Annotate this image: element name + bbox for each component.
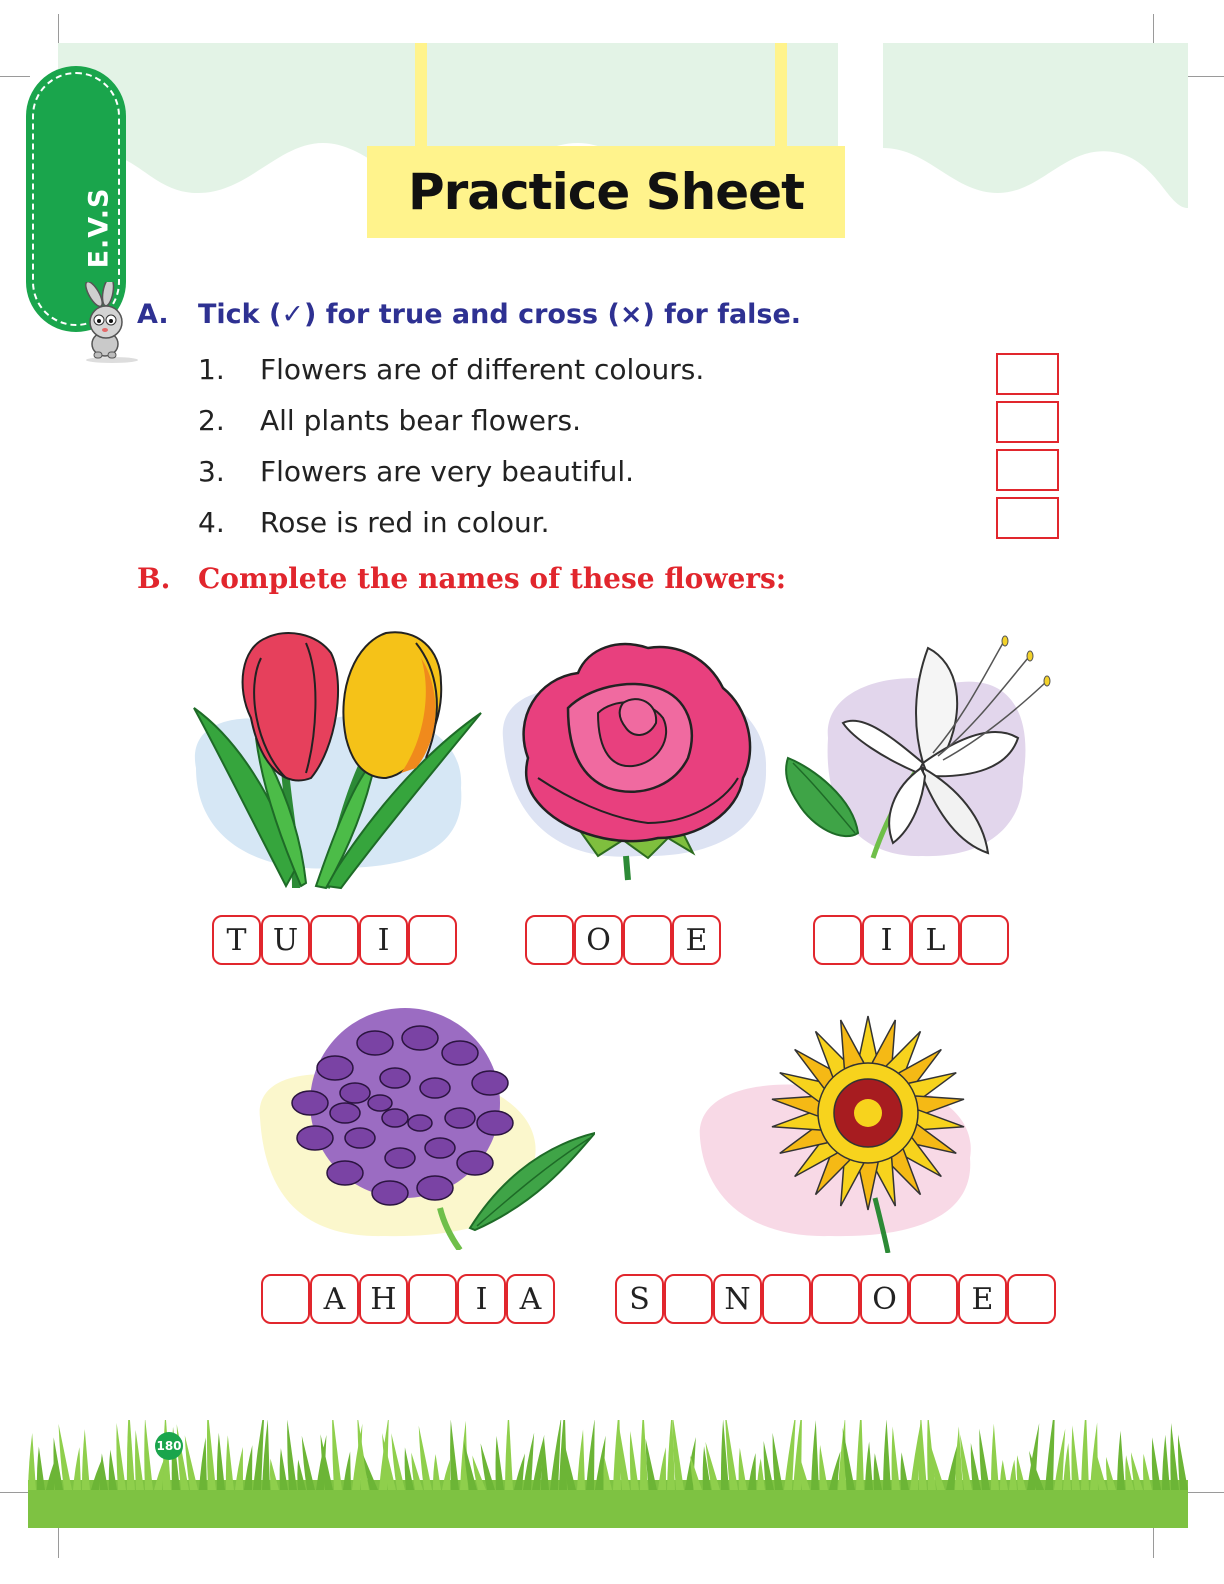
letter-box-filled: E bbox=[958, 1274, 1007, 1324]
crop-mark bbox=[0, 76, 30, 77]
letter-box-filled: U bbox=[261, 915, 310, 965]
statement-text: All plants bear flowers. bbox=[260, 404, 582, 437]
letter-box-blank[interactable] bbox=[1007, 1274, 1056, 1324]
letter-box-filled: I bbox=[359, 915, 408, 965]
word-row-dahlia bbox=[261, 1274, 555, 1324]
letter-box-blank[interactable] bbox=[408, 1274, 457, 1324]
letter-box-blank[interactable] bbox=[408, 915, 457, 965]
word-row-lily bbox=[813, 915, 1009, 965]
statement-number: 4. bbox=[198, 506, 225, 539]
section-a-instruction: Tick (✓) for true and cross (×) for false. bbox=[198, 299, 802, 330]
crop-mark bbox=[1153, 14, 1154, 44]
statement-number: 2. bbox=[198, 404, 225, 437]
letter-box-blank[interactable] bbox=[525, 915, 574, 965]
tulip-icon bbox=[186, 628, 486, 896]
statement-text: Flowers are very beautiful. bbox=[260, 455, 635, 488]
crop-mark bbox=[1186, 76, 1224, 77]
letter-box-filled: E bbox=[672, 915, 721, 965]
letter-box-blank[interactable] bbox=[762, 1274, 811, 1324]
letter-box-blank[interactable] bbox=[664, 1274, 713, 1324]
statement-number: 3. bbox=[198, 455, 225, 488]
answer-box-1[interactable] bbox=[996, 353, 1059, 395]
letter-box-filled: A bbox=[506, 1274, 555, 1324]
letter-box-filled: L bbox=[911, 915, 960, 965]
page-number: 180 bbox=[155, 1432, 183, 1460]
letter-box-filled: I bbox=[862, 915, 911, 965]
statement-text: Flowers are of different colours. bbox=[260, 353, 705, 386]
answer-box-4[interactable] bbox=[996, 497, 1059, 539]
answer-box-3[interactable] bbox=[996, 449, 1059, 491]
letter-box-filled: H bbox=[359, 1274, 408, 1324]
letter-box-filled: O bbox=[860, 1274, 909, 1324]
letter-box-blank[interactable] bbox=[960, 915, 1009, 965]
crop-mark bbox=[1153, 1528, 1154, 1558]
section-a-letter: A. bbox=[137, 299, 169, 330]
word-row-rose bbox=[525, 915, 721, 965]
letter-box-blank[interactable] bbox=[909, 1274, 958, 1324]
page-title: Practice Sheet bbox=[407, 163, 804, 221]
answer-box-2[interactable] bbox=[996, 401, 1059, 443]
statement-number: 1. bbox=[198, 353, 225, 386]
sunflower-icon bbox=[690, 1008, 980, 1253]
letter-box-blank[interactable] bbox=[623, 915, 672, 965]
word-row-sunflower bbox=[615, 1274, 1056, 1324]
letter-box-filled: A bbox=[310, 1274, 359, 1324]
title-plate bbox=[367, 146, 845, 238]
bunny-mascot-icon bbox=[80, 282, 142, 364]
crop-mark bbox=[58, 14, 59, 44]
crop-mark bbox=[1186, 1492, 1224, 1493]
letter-box-filled: O bbox=[574, 915, 623, 965]
crop-mark bbox=[0, 1492, 30, 1493]
letter-box-filled: S bbox=[615, 1274, 664, 1324]
crop-mark bbox=[58, 1528, 59, 1558]
lily-icon bbox=[783, 628, 1063, 883]
word-row-tulip bbox=[212, 915, 457, 965]
section-b-instruction: Complete the names of these flowers: bbox=[198, 562, 787, 595]
statement-text: Rose is red in colour. bbox=[260, 506, 550, 539]
rose-icon bbox=[498, 628, 770, 883]
letter-box-filled: T bbox=[212, 915, 261, 965]
letter-box-filled: I bbox=[457, 1274, 506, 1324]
subject-tab-label: E.V.S bbox=[83, 187, 115, 269]
letter-box-blank[interactable] bbox=[811, 1274, 860, 1324]
section-b-letter: B. bbox=[137, 562, 171, 595]
dahlia-icon bbox=[245, 998, 595, 1250]
letter-box-filled: N bbox=[713, 1274, 762, 1324]
grass-border bbox=[28, 1420, 1188, 1528]
letter-box-blank[interactable] bbox=[813, 915, 862, 965]
letter-box-blank[interactable] bbox=[261, 1274, 310, 1324]
letter-box-blank[interactable] bbox=[310, 915, 359, 965]
